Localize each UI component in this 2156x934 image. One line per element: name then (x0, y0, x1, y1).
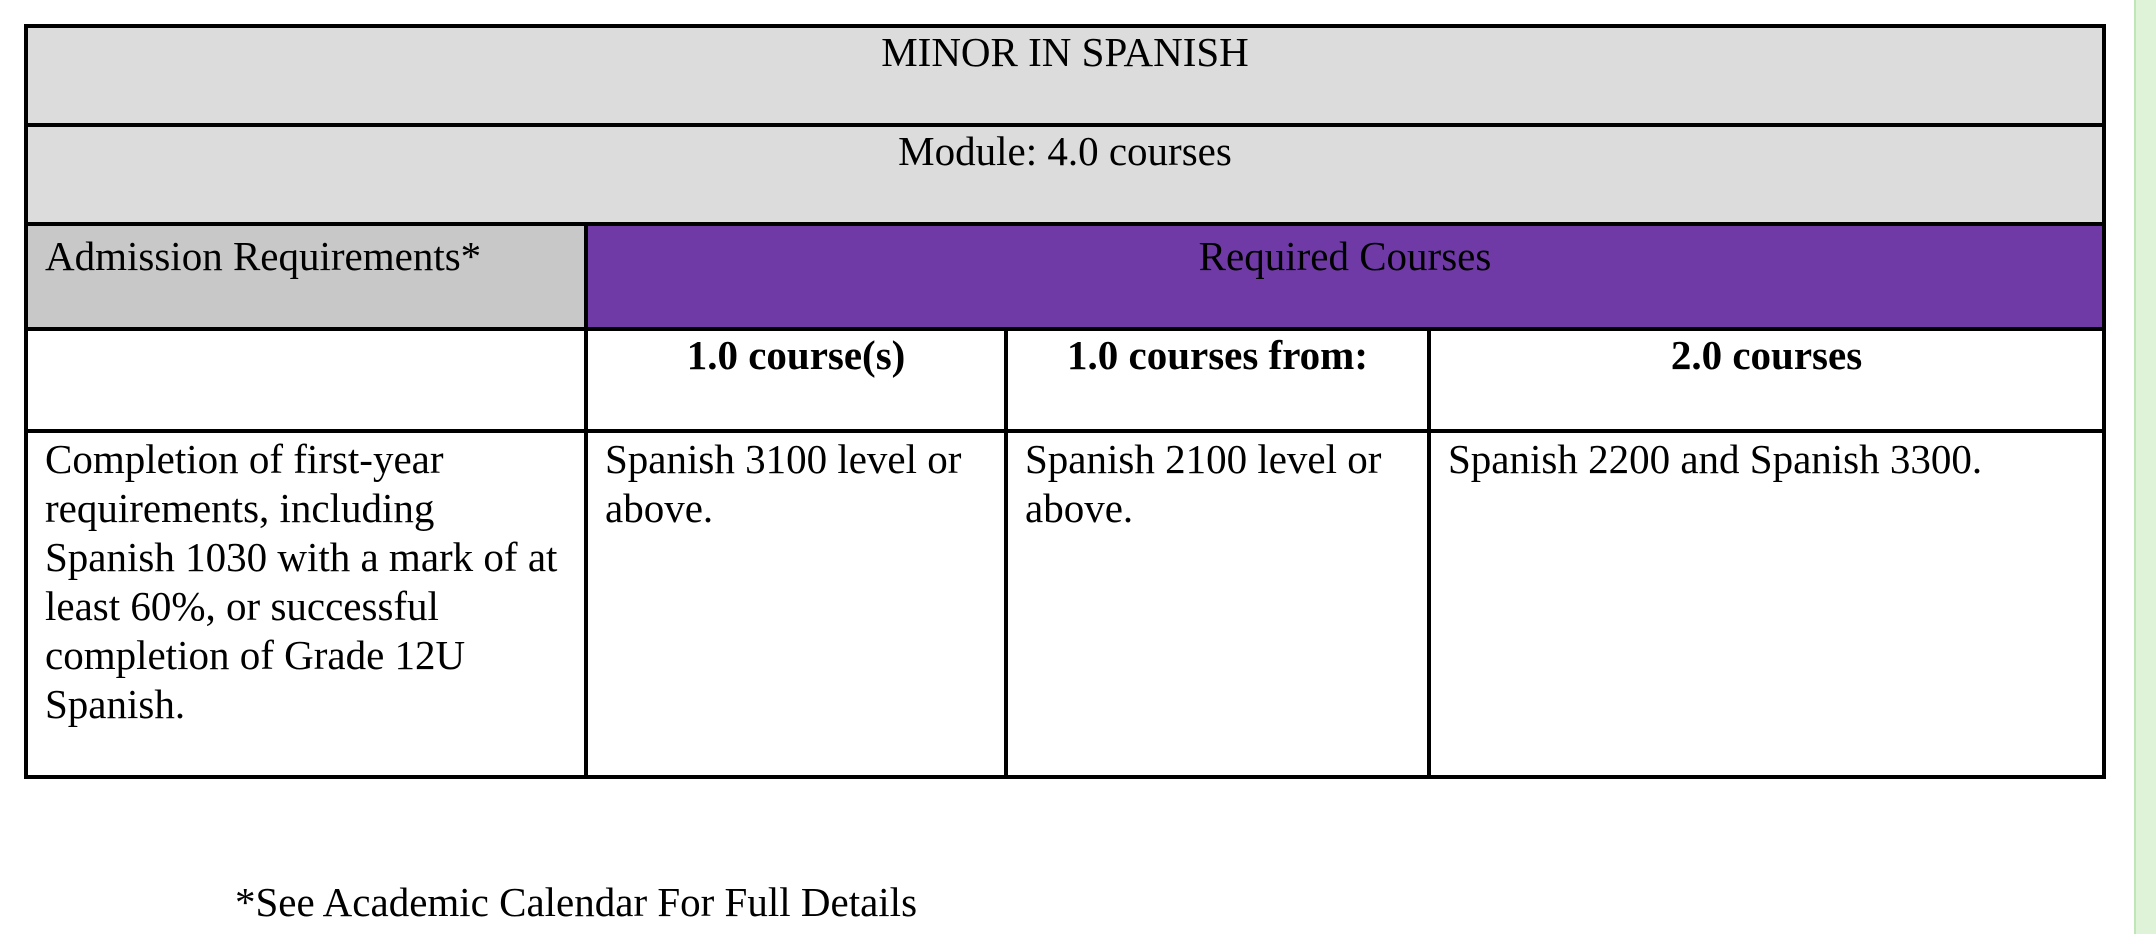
subheader-row (26, 329, 2104, 431)
table-row (26, 431, 2104, 777)
module-label: Module: 4.0 courses (26, 125, 2104, 224)
course-requirement-cell: Spanish 2200 and Spanish 3300. (1429, 431, 2104, 777)
subheader-one-course-from: 1.0 courses from: (1006, 329, 1429, 431)
required-courses-header: Required Courses (586, 224, 2104, 329)
subheader-two-courses: 2.0 courses (1429, 329, 2104, 431)
course-requirement-cell: Spanish 2100 level or above. (1006, 431, 1429, 777)
table-title: MINOR IN SPANISH (26, 26, 2104, 125)
side-strip (2134, 0, 2156, 934)
footnote: *See Academic Calendar For Full Details (235, 879, 918, 925)
minor-requirements-table (24, 24, 2106, 779)
subheader-empty (26, 329, 586, 431)
admission-requirements-text: Completion of first-year requirements, including Spanish 1030 with a mark of at least 60%, or successful completion of Grade 12U Spanish. (26, 431, 586, 777)
section-header-row (26, 224, 2104, 329)
module-row (26, 125, 2104, 224)
title-row (26, 26, 2104, 125)
course-requirement-cell: Spanish 3100 level or above. (586, 431, 1006, 777)
subheader-one-course: 1.0 course(s) (586, 329, 1006, 431)
admission-requirements-header: Admission Requirements* (26, 224, 586, 329)
side-strip-edge (2134, 0, 2136, 934)
